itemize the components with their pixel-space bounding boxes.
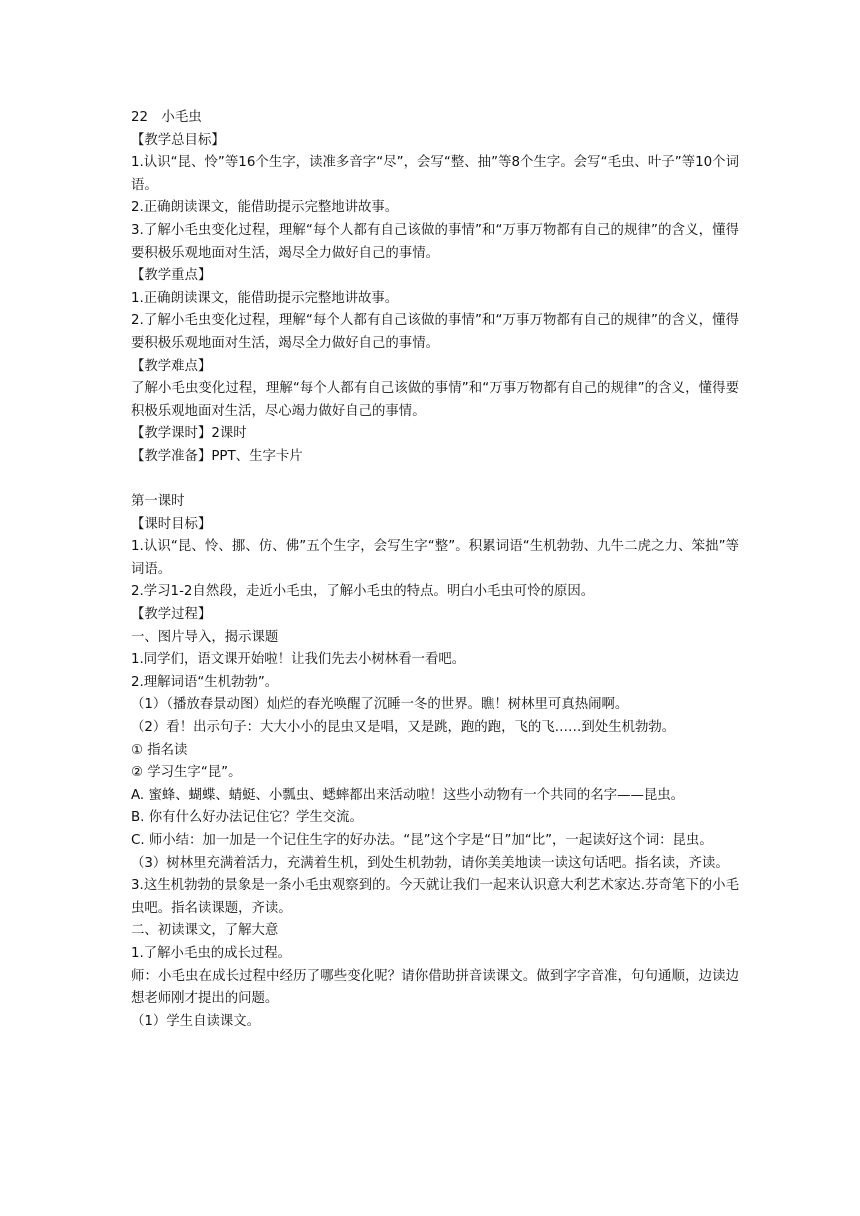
paragraph: 3.了解小毛虫变化过程，理解“每个人都有自己该做的事情”和“万事万物都有自己的规律”的含义，懂得要积极乐观地面对生活，竭尽全力做好自己的事情。	[131, 222, 739, 261]
paragraph: 2.正确朗读课文，能借助提示完整地讲故事。	[131, 200, 399, 216]
paragraph: 了解小毛虫变化过程，理解“每个人都有自己该做的事情”和“万事万物都有自己的规律”的含义，懂得要积极乐观地面对生活，尽心竭力做好自己的事情。	[131, 381, 739, 419]
paragraph: （1）学生自读课文。	[131, 1013, 261, 1029]
section-heading-preparation: 【教学准备】PPT、生字卡片	[131, 448, 303, 464]
list-item: C. 师小结：加一加是一个记住生字的好办法。“昆”这个字是“日”加“比”，一起读好这个词：昆虫。	[131, 833, 713, 848]
paragraph: 2.理解词语“生机勃勃”。	[131, 674, 279, 690]
paragraph: （2）看！出示句子：大大小小的昆虫又是唱，又是跳，跑的跑，飞的飞……到处生机勃勃。	[131, 720, 676, 736]
section-heading-difficulties: 【教学难点】	[131, 358, 212, 374]
lesson-title: 22 小毛虫	[131, 110, 202, 125]
paragraph: 1.认识“昆、怜、挪、仿、佛”五个生字，会写生字“整”。积累词语“生机勃勃、九牛二虎之力、笨拙”等词语。	[131, 539, 739, 577]
paragraph: 2.学习1-2自然段，走近小毛虫，了解小毛虫的特点。明白小毛虫可怜的原因。	[131, 584, 595, 600]
section-heading-overall-goals: 【教学总目标】	[131, 132, 225, 148]
section-heading-lesson-goals: 【课时目标】	[131, 516, 212, 532]
paragraph: 1.认识“昆、怜”等16个生字，读准多音字“尽”，会写“整、抽”等8个生字。会写“毛虫、叶子”等10个词语。	[131, 155, 739, 193]
section-heading-key-points: 【教学重点】	[131, 268, 212, 284]
paragraph: 师：小毛虫在成长过程中经历了哪些变化呢？请你借助拼音读课文。做到字字音准，句句通顺，边读边想老师刚才提出的问题。	[131, 968, 739, 1007]
paragraph: 1.同学们，语文课开始啦！让我们先去小树林看一看吧。	[131, 652, 466, 668]
document-page	[131, 107, 739, 1033]
list-item: B. 你有什么好办法记住它？学生交流。	[131, 810, 363, 826]
subsection-title-first-lesson: 第一课时	[131, 494, 185, 510]
step-heading: 二、初读课文，了解大意	[131, 923, 279, 939]
section-heading-process: 【教学过程】	[131, 607, 212, 623]
paragraph: 1.了解小毛虫的成长过程。	[131, 945, 292, 961]
paragraph: 2.了解小毛虫变化过程，理解“每个人都有自己该做的事情”和“万事万物都有自己的规律”的含义，懂得要积极乐观地面对生活，竭尽全力做好自己的事情。	[131, 313, 739, 351]
blank-line	[131, 469, 739, 492]
paragraph: 1.正确朗读课文，能借助提示完整地讲故事。	[131, 290, 399, 306]
list-item: ② 学习生字“昆”。	[131, 765, 242, 781]
list-item: ① 指名读	[131, 742, 188, 758]
list-item: A. 蜜蜂、蝴蝶、蜻蜓、小瓢虫、蟋蟀都出来活动啦！这些小动物有一个共同的名字——昆虫。	[131, 787, 685, 803]
paragraph: 3.这生机勃勃的景象是一条小毛虫观察到的。今天就让我们一起来认识意大利艺术家达.芬奇笔下的小毛虫吧。指名读课题，齐读。	[131, 878, 739, 916]
paragraph: （3）树林里充满着活力，充满着生机，到处生机勃勃，请你美美地读一读这句话吧。指名读，齐读。	[131, 855, 729, 871]
section-heading-class-hours: 【教学课时】2课时	[131, 426, 247, 442]
paragraph: （1）（播放春景动图）灿烂的春光唤醒了沉睡一冬的世界。瞧！树林里可真热闹啊。	[131, 697, 629, 713]
step-heading: 一、图片导入，揭示课题	[131, 629, 279, 645]
